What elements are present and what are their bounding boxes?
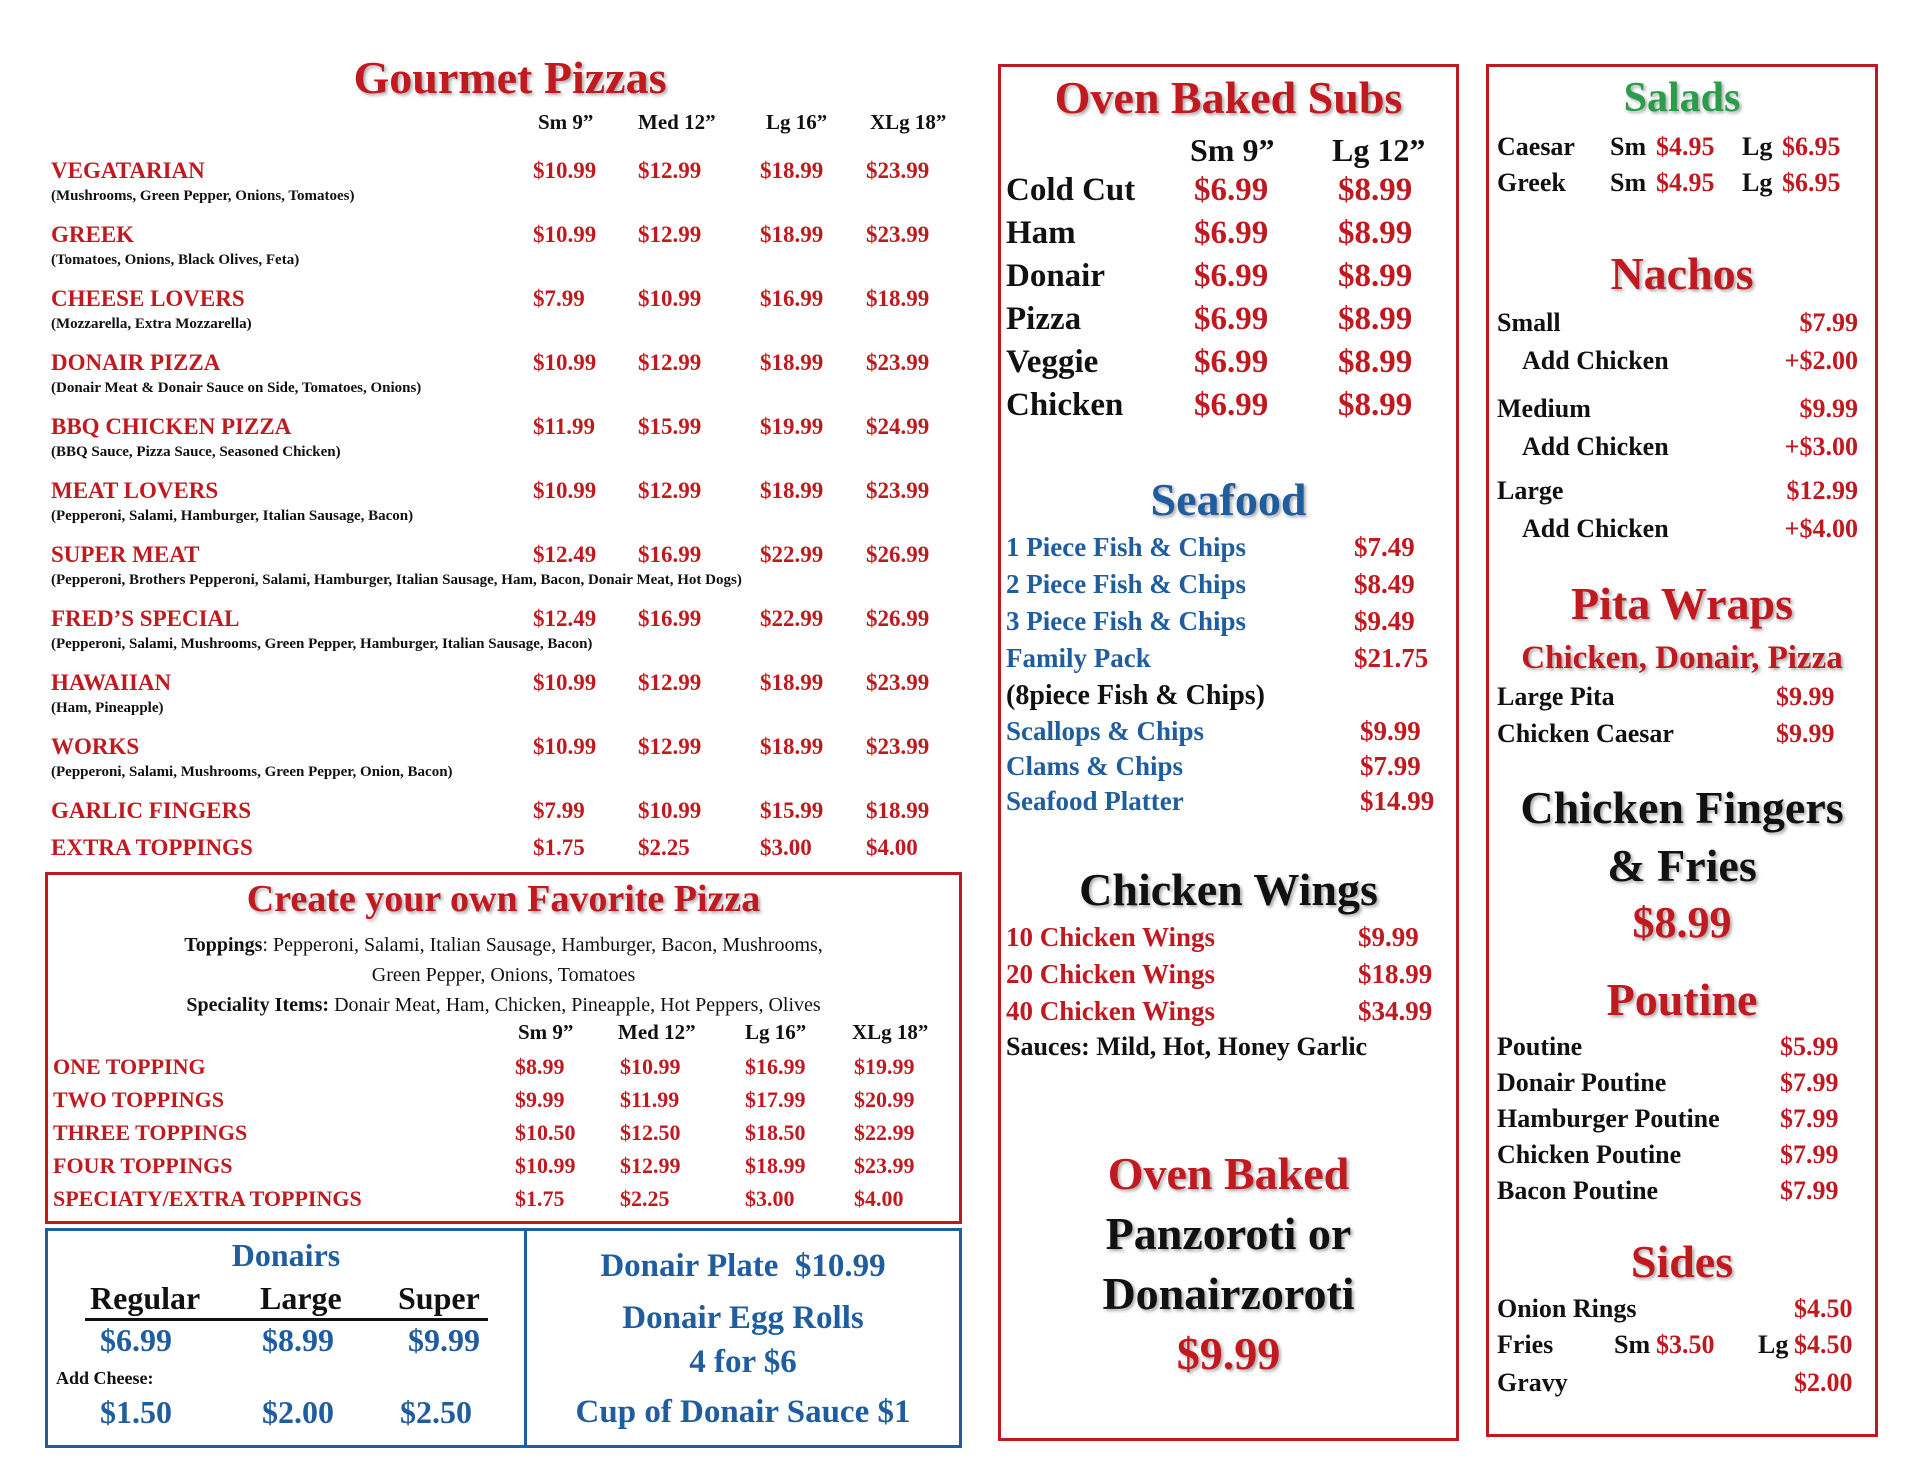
poutine-item: Donair Poutine xyxy=(1497,1068,1667,1097)
pizza-price: $22.99 xyxy=(760,542,824,567)
extra-price: $15.99 xyxy=(760,798,824,823)
pizza-price: $26.99 xyxy=(866,606,930,631)
create-row-price: $12.50 xyxy=(620,1120,681,1145)
wings-price: $18.99 xyxy=(1358,959,1433,989)
pizza-price: $16.99 xyxy=(638,542,702,567)
create-row-price: $11.99 xyxy=(620,1087,680,1112)
donairs-price-regular: $6.99 xyxy=(100,1322,172,1358)
poutine-price: $5.99 xyxy=(1780,1032,1839,1061)
gourmet-size-header xyxy=(0,110,1000,140)
poutine-price: $7.99 xyxy=(1780,1176,1839,1205)
wings-item: 40 Chicken Wings xyxy=(1006,996,1216,1026)
pita-item: Chicken Caesar xyxy=(1497,719,1674,748)
nachos-title: Nachos xyxy=(1610,248,1754,299)
donair-egg-rolls: Donair Egg Rolls xyxy=(622,1300,864,1336)
create-row-price: $3.00 xyxy=(745,1186,795,1211)
pizza-desc: (Ham, Pineapple) xyxy=(51,700,164,716)
pizza-price: $12.99 xyxy=(638,350,702,375)
donair-sauce: Cup of Donair Sauce $1 xyxy=(575,1394,911,1430)
sub-price-sm: $6.99 xyxy=(1194,172,1269,208)
extra-price: $7.99 xyxy=(533,798,585,823)
seafood-item: 1 Piece Fish & Chips xyxy=(1006,532,1246,562)
create-row-price: $22.99 xyxy=(854,1120,915,1145)
sides-fries-name: Fries xyxy=(1497,1330,1554,1359)
seafood-price: $14.99 xyxy=(1360,786,1435,816)
create-row-price: $17.99 xyxy=(745,1087,806,1112)
pita-title: Pita Wraps xyxy=(1571,578,1793,629)
sub-price-sm: $6.99 xyxy=(1194,215,1269,251)
sub-price-lg: $8.99 xyxy=(1338,344,1413,380)
create-row-name: FOUR TOPPINGS xyxy=(53,1153,233,1178)
create-size-lg: Lg 16” xyxy=(745,1020,807,1044)
salad-lg-price: $6.95 xyxy=(1782,168,1841,197)
panzoroti-price: $9.99 xyxy=(1176,1328,1281,1379)
sub-price-sm: $6.99 xyxy=(1194,258,1269,294)
donairs-size-large: Large xyxy=(260,1280,342,1316)
subs-title: Oven Baked Subs xyxy=(1054,72,1403,123)
poutine-price: $7.99 xyxy=(1780,1104,1839,1133)
pizza-name: DONAIR PIZZA xyxy=(51,350,221,375)
salad-sm-price: $4.95 xyxy=(1656,132,1715,161)
size-lg: Lg 16” xyxy=(766,110,828,134)
specialty-label: Speciality Items: xyxy=(186,994,330,1016)
pizza-price: $10.99 xyxy=(533,670,597,695)
pizza-desc: (Pepperoni, Salami, Mushrooms, Green Pepper, Onion, Bacon) xyxy=(51,764,453,780)
sub-name: Cold Cut xyxy=(1006,172,1136,208)
seafood-item: 3 Piece Fish & Chips xyxy=(1006,606,1246,636)
sub-price-sm: $6.99 xyxy=(1194,387,1269,423)
create-size-xlg: XLg 18” xyxy=(852,1020,929,1044)
create-size-med: Med 12” xyxy=(618,1020,696,1044)
create-title: Create your own Favorite Pizza xyxy=(246,878,761,920)
salad-sm: Sm xyxy=(1610,168,1647,197)
create-row-price: $10.50 xyxy=(515,1120,576,1145)
pizza-price: $23.99 xyxy=(866,478,930,503)
nacho-size: Small xyxy=(1497,308,1561,337)
pizza-price: $12.99 xyxy=(638,478,702,503)
sides-title: Sides xyxy=(1630,1236,1734,1287)
salad-lg-price: $6.95 xyxy=(1782,132,1841,161)
fingers-line2: & Fries xyxy=(1607,840,1757,891)
create-row-price: $9.99 xyxy=(515,1087,565,1112)
create-row-price: $16.99 xyxy=(745,1054,806,1079)
poutine-price: $7.99 xyxy=(1780,1068,1839,1097)
create-row-price: $18.50 xyxy=(745,1120,806,1145)
pizza-price: $15.99 xyxy=(638,414,702,439)
cheese-price-large: $2.00 xyxy=(262,1394,334,1430)
sides-fries-lg-price: $4.50 xyxy=(1794,1330,1853,1359)
nacho-price: $9.99 xyxy=(1799,394,1858,423)
salad-sm-price: $4.95 xyxy=(1656,168,1715,197)
create-row-price: $2.25 xyxy=(620,1186,670,1211)
sides-gravy-price: $2.00 xyxy=(1794,1368,1853,1397)
sub-price-lg: $8.99 xyxy=(1338,258,1413,294)
fingers-price: $8.99 xyxy=(1632,898,1732,947)
nacho-size: Medium xyxy=(1497,394,1591,423)
create-row-price: $10.99 xyxy=(620,1054,681,1079)
extra-price: $1.75 xyxy=(533,835,585,860)
sub-name: Pizza xyxy=(1006,301,1082,337)
wings-price: $9.99 xyxy=(1358,922,1419,952)
sub-name: Ham xyxy=(1006,215,1076,251)
pita-subtitle: Chicken, Donair, Pizza xyxy=(1521,640,1843,676)
pizza-name: SUPER MEAT xyxy=(51,542,200,567)
pizza-price: $23.99 xyxy=(866,670,930,695)
extra-price: $18.99 xyxy=(866,798,930,823)
donair-egg-rolls-deal: 4 for $6 xyxy=(689,1344,797,1380)
donairs-size-regular: Regular xyxy=(90,1280,201,1316)
pizza-name: VEGATARIAN xyxy=(51,158,205,183)
extra-name: EXTRA TOPPINGS xyxy=(51,835,253,860)
wings-sauces: Sauces: Mild, Hot, Honey Garlic xyxy=(1006,1032,1368,1061)
sub-price-lg: $8.99 xyxy=(1338,301,1413,337)
pizza-price: $12.49 xyxy=(533,542,597,567)
create-row-price: $23.99 xyxy=(854,1153,915,1178)
seafood-item: Seafood Platter xyxy=(1006,786,1184,816)
salads-title: Salads xyxy=(1623,75,1741,121)
seafood-item: 2 Piece Fish & Chips xyxy=(1006,569,1246,599)
pizza-name: BBQ CHICKEN PIZZA xyxy=(51,414,292,439)
sides-onion-name: Onion Rings xyxy=(1497,1294,1637,1323)
nacho-add-price: +$3.00 xyxy=(1784,432,1858,461)
sub-price-sm: $6.99 xyxy=(1194,344,1269,380)
pizza-desc: (Mozzarella, Extra Mozzarella) xyxy=(51,316,252,332)
pizza-price: $19.99 xyxy=(760,414,824,439)
nacho-add: Add Chicken xyxy=(1522,346,1669,375)
sides-onion-price: $4.50 xyxy=(1794,1294,1853,1323)
pizza-price: $12.99 xyxy=(638,734,702,759)
create-row-price: $10.99 xyxy=(515,1153,576,1178)
poutine-item: Poutine xyxy=(1497,1032,1583,1061)
extra-name: GARLIC FINGERS xyxy=(51,798,252,823)
pizza-price: $12.99 xyxy=(638,670,702,695)
seafood-price: $7.49 xyxy=(1354,532,1415,562)
extra-price: $3.00 xyxy=(760,835,812,860)
pizza-price: $12.99 xyxy=(638,158,702,183)
salad-name: Caesar xyxy=(1497,132,1575,161)
poutine-item: Bacon Poutine xyxy=(1497,1176,1659,1205)
toppings-line2: Green Pepper, Onions, Tomatoes xyxy=(371,964,636,986)
extra-price: $2.25 xyxy=(638,835,690,860)
pizza-desc: (Pepperoni, Salami, Hamburger, Italian Sausage, Bacon) xyxy=(51,508,414,524)
nacho-price: $7.99 xyxy=(1799,308,1858,337)
panzoroti-line1: Oven Baked xyxy=(1107,1148,1350,1199)
pizza-price: $18.99 xyxy=(760,670,824,695)
create-toppings xyxy=(48,930,959,1020)
create-row-price: $12.99 xyxy=(620,1153,681,1178)
pizza-price: $7.99 xyxy=(533,286,585,311)
pizza-price: $26.99 xyxy=(866,542,930,567)
donairs-price-large: $8.99 xyxy=(262,1322,334,1358)
donairs-title: Donairs xyxy=(231,1237,341,1273)
sub-price-lg: $8.99 xyxy=(1338,215,1413,251)
sub-name: Chicken xyxy=(1006,387,1124,423)
create-size-sm: Sm 9” xyxy=(518,1020,574,1044)
nacho-add: Add Chicken xyxy=(1522,514,1669,543)
donairs-underline xyxy=(85,1318,488,1321)
create-row-price: $1.75 xyxy=(515,1186,565,1211)
pizza-price: $23.99 xyxy=(866,350,930,375)
create-row-name: THREE TOPPINGS xyxy=(53,1120,248,1145)
specialty-text: Donair Meat, Ham, Chicken, Pineapple, Hot Peppers, Olives xyxy=(329,994,821,1016)
sub-name: Donair xyxy=(1006,258,1105,294)
pizza-price: $18.99 xyxy=(760,350,824,375)
toppings-line1: : Pepperoni, Salami, Italian Sausage, Hamburger, Bacon, Mushrooms, xyxy=(262,934,823,956)
seafood-item: Clams & Chips xyxy=(1006,751,1184,781)
pizza-name: WORKS xyxy=(51,734,140,759)
pizza-price: $10.99 xyxy=(533,222,597,247)
sides-gravy-name: Gravy xyxy=(1497,1368,1568,1397)
seafood-family-note: (8piece Fish & Chips) xyxy=(1006,680,1265,711)
pizza-price: $18.99 xyxy=(760,478,824,503)
pizza-price: $23.99 xyxy=(866,734,930,759)
size-sm: Sm 9” xyxy=(538,110,594,134)
sub-price-lg: $8.99 xyxy=(1338,172,1413,208)
nacho-add: Add Chicken xyxy=(1522,432,1669,461)
create-row-price: $20.99 xyxy=(854,1087,915,1112)
sub-price-sm: $6.99 xyxy=(1194,301,1269,337)
sides-fries-lg: Lg xyxy=(1758,1330,1789,1359)
pizza-price: $18.99 xyxy=(760,734,824,759)
nacho-size: Large xyxy=(1497,476,1564,505)
pizza-name: HAWAIIAN xyxy=(51,670,172,695)
pizza-name: MEAT LOVERS xyxy=(51,478,219,503)
pizza-price: $10.99 xyxy=(533,478,597,503)
pizza-price: $18.99 xyxy=(760,158,824,183)
donair-plate: Donair Plate $10.99 xyxy=(600,1248,886,1284)
pizza-desc: (Mushrooms, Green Pepper, Onions, Tomatoes) xyxy=(51,188,355,204)
pizza-desc: (Donair Meat & Donair Sauce on Side, Tomatoes, Onions) xyxy=(51,380,422,396)
poutine-item: Hamburger Poutine xyxy=(1497,1104,1720,1133)
cheese-price-super: $2.50 xyxy=(400,1394,472,1430)
pizza-price: $22.99 xyxy=(760,606,824,631)
seafood-price: $8.49 xyxy=(1354,569,1415,599)
pizza-price: $18.99 xyxy=(760,222,824,247)
pizza-price: $12.99 xyxy=(638,222,702,247)
nacho-price: $12.99 xyxy=(1786,476,1858,505)
fingers-line1: Chicken Fingers xyxy=(1520,782,1844,833)
extra-price: $4.00 xyxy=(866,835,918,860)
poutine-title: Poutine xyxy=(1606,974,1758,1025)
panzoroti-line2: Panzoroti or xyxy=(1105,1208,1352,1259)
toppings-label: Toppings xyxy=(184,934,263,956)
nacho-add-price: +$2.00 xyxy=(1784,346,1858,375)
panzoroti-line3: Donairzoroti xyxy=(1102,1268,1355,1319)
pizza-price: $23.99 xyxy=(866,222,930,247)
seafood-item: Family Pack xyxy=(1006,643,1151,673)
create-size-header xyxy=(0,1020,1000,1050)
poutine-price: $7.99 xyxy=(1780,1140,1839,1169)
seafood-price: $9.49 xyxy=(1354,606,1415,636)
pizza-desc: (Pepperoni, Brothers Pepperoni, Salami, Hamburger, Italian Sausage, Ham, Bacon, Donair Meat, Hot Dogs) xyxy=(51,572,742,588)
gourmet-title: Gourmet Pizzas xyxy=(353,52,667,103)
pizza-price: $16.99 xyxy=(760,286,824,311)
create-row-price: $4.00 xyxy=(854,1186,904,1211)
create-row-name: ONE TOPPING xyxy=(53,1054,206,1079)
pizza-desc: (Pepperoni, Salami, Mushrooms, Green Pepper, Hamburger, Italian Sausage, Bacon) xyxy=(51,636,593,652)
pizza-price: $10.99 xyxy=(533,734,597,759)
extra-price: $10.99 xyxy=(638,798,702,823)
pizza-price: $10.99 xyxy=(638,286,702,311)
create-row-price: $18.99 xyxy=(745,1153,806,1178)
create-row-price: $19.99 xyxy=(854,1054,915,1079)
poutine-item: Chicken Poutine xyxy=(1497,1140,1682,1169)
subs-size-lg: Lg 12” xyxy=(1332,132,1426,168)
pita-item: Large Pita xyxy=(1497,682,1615,711)
seafood-item: Scallops & Chips xyxy=(1006,716,1205,746)
pizza-price: $16.99 xyxy=(638,606,702,631)
pizza-price: $10.99 xyxy=(533,350,597,375)
pizza-price: $18.99 xyxy=(866,286,930,311)
pita-price: $9.99 xyxy=(1776,682,1835,711)
size-med: Med 12” xyxy=(638,110,716,134)
wings-price: $34.99 xyxy=(1358,996,1433,1026)
salad-lg: Lg xyxy=(1742,132,1773,161)
wings-item: 20 Chicken Wings xyxy=(1006,959,1216,989)
donairs-size-super: Super xyxy=(398,1280,480,1316)
pizza-price: $11.99 xyxy=(533,414,595,439)
pizza-price: $23.99 xyxy=(866,158,930,183)
donairs-cheese-label: Add Cheese: xyxy=(56,1368,154,1388)
pizza-desc: (Tomatoes, Onions, Black Olives, Feta) xyxy=(51,252,300,268)
pizza-desc: (BBQ Sauce, Pizza Sauce, Seasoned Chicken) xyxy=(51,444,341,460)
pita-price: $9.99 xyxy=(1776,719,1835,748)
pizza-name: CHEESE LOVERS xyxy=(51,286,245,311)
pizza-price: $12.49 xyxy=(533,606,597,631)
salad-sm: Sm xyxy=(1610,132,1647,161)
seafood-price: $7.99 xyxy=(1360,751,1421,781)
wings-title: Chicken Wings xyxy=(1079,864,1378,915)
subs-size-sm: Sm 9” xyxy=(1190,132,1275,168)
seafood-price: $21.75 xyxy=(1354,643,1429,673)
size-xlg: XLg 18” xyxy=(870,110,947,134)
create-row-name: SPECIATY/EXTRA TOPPINGS xyxy=(53,1186,362,1211)
nacho-add-price: +$4.00 xyxy=(1784,514,1858,543)
pizza-name: GREEK xyxy=(51,222,135,247)
seafood-price: $9.99 xyxy=(1360,716,1421,746)
sides-fries-sm: Sm xyxy=(1614,1330,1651,1359)
pizza-price: $24.99 xyxy=(866,414,930,439)
pizza-price: $10.99 xyxy=(533,158,597,183)
sides-fries-sm-price: $3.50 xyxy=(1656,1330,1715,1359)
cheese-price-regular: $1.50 xyxy=(100,1394,172,1430)
salad-lg: Lg xyxy=(1742,168,1773,197)
sub-name: Veggie xyxy=(1006,344,1099,380)
wings-item: 10 Chicken Wings xyxy=(1006,922,1216,952)
sub-price-lg: $8.99 xyxy=(1338,387,1413,423)
create-row-price: $8.99 xyxy=(515,1054,565,1079)
create-row-name: TWO TOPPINGS xyxy=(53,1087,224,1112)
seafood-title: Seafood xyxy=(1150,474,1307,525)
pizza-name: FRED’S SPECIAL xyxy=(51,606,240,631)
donairs-price-super: $9.99 xyxy=(408,1322,480,1358)
salad-name: Greek xyxy=(1497,168,1566,197)
